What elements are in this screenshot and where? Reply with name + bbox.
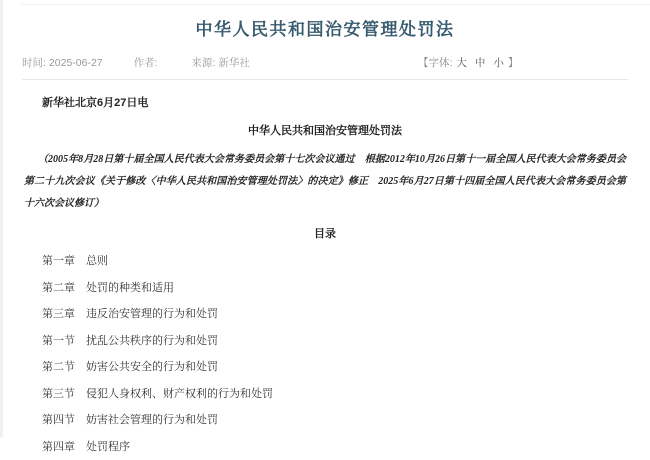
meta-time-label: 时间: [22, 57, 46, 69]
toc-item-title: 处罚程序 [86, 434, 130, 460]
toc-item-number: 第三章 [42, 301, 75, 328]
font-size-control [418, 56, 518, 70]
font-size-medium-button[interactable]: 中 [475, 57, 486, 69]
page-title: 中华人民共和国治安管理处罚法 [0, 0, 650, 41]
preamble: （2005年8月28日第十届全国人民代表大会常务委员会第十七次会议通过 根据2012年10月26日第十一届全国人民代表大会常务委员会第二十九次会议《关于修改〈中华人民共和国治安管理处罚法〉的决定》修正 2025年6月27日第十四届全国人民代表大会常务委员会第十六次会议修订） [24, 149, 626, 215]
toc-item-number: 第四章 [42, 434, 75, 460]
toc-item-number: 第四节 [42, 407, 75, 434]
meta-author [134, 57, 161, 69]
toc-item-title: 违反治安管理的行为和处罚 [86, 301, 218, 328]
document-title: 中华人民共和国治安管理处罚法 [24, 124, 626, 138]
toc-item [42, 354, 626, 381]
toc-item-title: 总则 [86, 248, 108, 275]
meta-time-value: 2025-06-27 [49, 57, 103, 69]
meta-source-label: 来源: [191, 57, 215, 69]
toc-item-title: 处罚的种类和适用 [86, 275, 174, 302]
toc-item-number: 第一节 [42, 328, 75, 355]
page-top-border [20, 4, 650, 5]
toc-item-number: 第一章 [42, 248, 75, 275]
toc-item [42, 381, 626, 408]
dateline: 新华社北京6月27日电 [42, 96, 626, 110]
meta-time [22, 57, 103, 69]
meta-bar [22, 41, 628, 80]
meta-source [191, 57, 249, 69]
toc-item [42, 301, 626, 328]
toc-item [42, 328, 626, 355]
toc-item-number: 第三节 [42, 381, 75, 408]
toc-item [42, 275, 626, 302]
toc-item [42, 434, 626, 460]
font-size-suffix: 】 [508, 57, 519, 69]
toc-item-title: 妨害社会管理的行为和处罚 [86, 407, 218, 434]
toc-item-title: 扰乱公共秩序的行为和处罚 [86, 328, 218, 355]
font-size-large-button[interactable]: 大 [456, 57, 467, 69]
toc-item-number: 第二节 [42, 354, 75, 381]
toc-item [42, 248, 626, 275]
font-size-prefix: 【字体: [418, 57, 452, 69]
toc-item-title: 妨害公共安全的行为和处罚 [86, 354, 218, 381]
toc-item-number: 第二章 [42, 275, 75, 302]
toc-list [24, 248, 626, 460]
toc-item-title: 侵犯人身权利、财产权利的行为和处罚 [86, 381, 273, 408]
meta-author-label: 作者: [134, 57, 158, 69]
page-left-border [0, 0, 3, 437]
meta-source-value: 新华社 [218, 57, 250, 69]
toc-heading: 目录 [24, 227, 626, 241]
toc-item [42, 407, 626, 434]
article-content [0, 96, 650, 460]
font-size-small-button[interactable]: 小 [493, 57, 504, 69]
